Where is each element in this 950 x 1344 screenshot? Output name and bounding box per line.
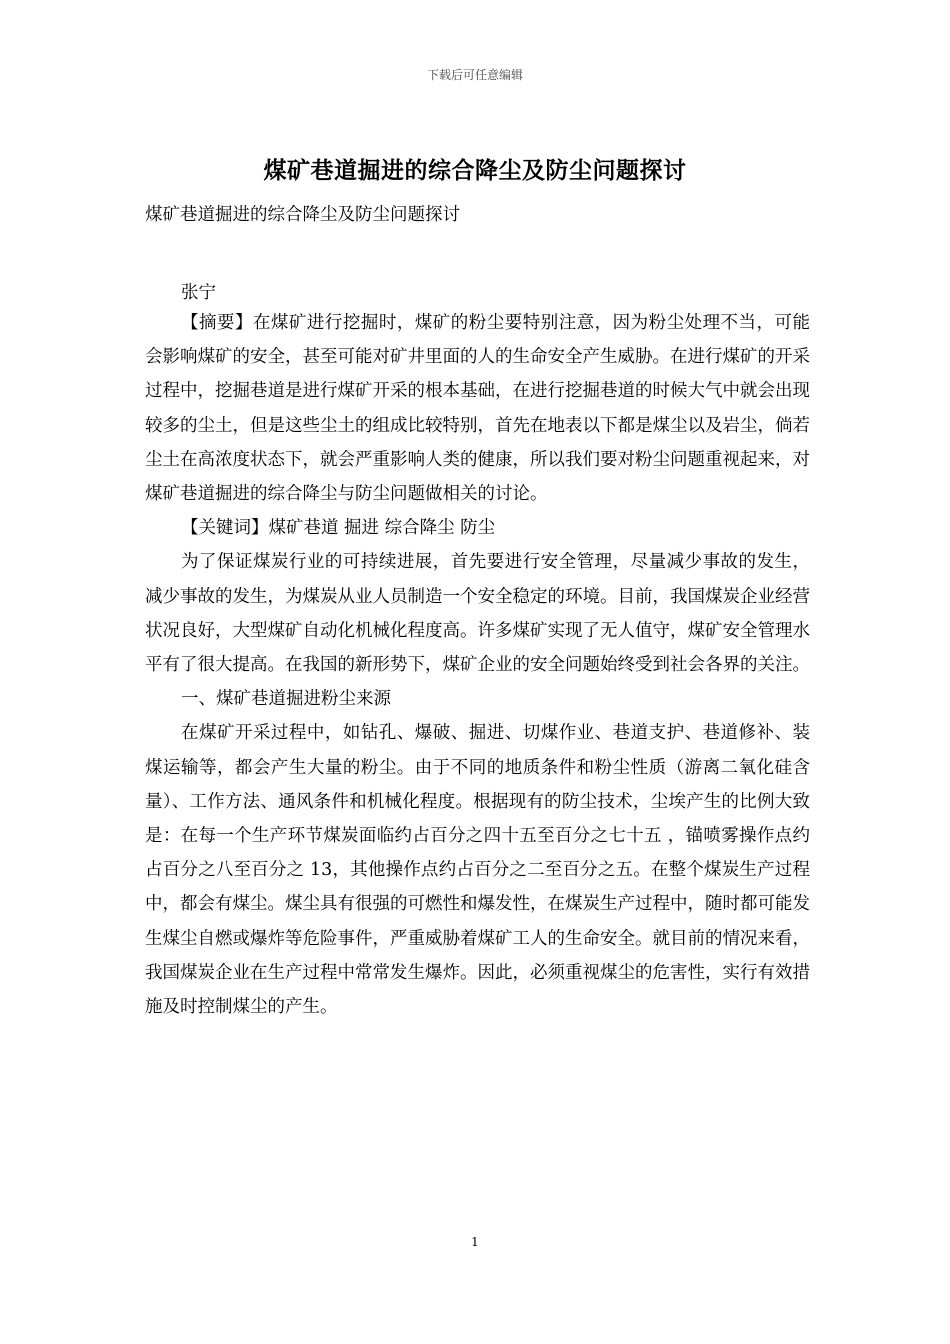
page-header-note: 下载后可任意编辑: [426, 68, 523, 82]
section-paragraph: 在煤矿开采过程中，如钻孔、爆破、掘进、切煤作业、巷道支护、巷道修补、装煤运输等，都会产生大量的粉尘。由于不同的地质条件和粉尘性质（游离二氧化硅含量）、工作方法、通风条件和机械化程度。根据现有的防尘技术，尘埃产生的比例大致是：在每一个生产环节煤炭面临约占百分之四十五至百分之七十五 ，锚喷雾操作点约占百分之八至百分之 13，其他操作点约占百分之二至百分之五。在整个煤炭生产过程中，都会有煤尘。煤尘具有很强的可燃性和爆发性，在煤炭生产过程中，随时都可能发生煤尘自燃或爆炸等危险事件，严重威胁着煤矿工人的生命安全。就目前的情况来看，我国煤炭企业在生产过程中常常发生爆炸。因此，必须重视煤尘的危害性，实行有效措施及时控制煤尘的产生。: [145, 723, 810, 1018]
document-body: [145, 306, 810, 1024]
document-title: 煤矿巷道掘进的综合降尘及防尘问题探讨: [263, 157, 687, 184]
author-name: 张宁: [181, 283, 216, 303]
page-number: 1: [471, 1235, 479, 1249]
section-heading: 一、煤矿巷道掘进粉尘来源: [181, 689, 391, 710]
abstract-paragraph: 【摘要】在煤矿进行挖掘时，煤矿的粉尘要特别注意，因为粉尘处理不当，可能会影响煤矿的安全，甚至可能对矿井里面的人的生命安全产生威胁。在进行煤矿的开采过程中，挖掘巷道是进行煤矿开采的根本基础，在进行挖掘巷道的时候大气中就会出现较多的尘土，但是这些尘土的组成比较特别，首先在地表以下都是煤尘以及岩尘，倘若尘土在高浓度状态下，就会严重影响人类的健康，所以我们要对粉尘问题重视起来，对煤矿巷道掘进的综合降尘与防尘问题做相关的讨论。: [145, 313, 810, 505]
keywords-paragraph: 【关键词】煤矿巷道 掘进 综合降尘 防尘: [181, 518, 496, 539]
document-subtitle: 煤矿巷道掘进的综合降尘及防尘问题探讨: [145, 205, 460, 225]
intro-paragraph: 为了保证煤炭行业的可持续进展，首先要进行安全管理，尽量减少事故的发生，减少事故的发生，为煤炭从业人员制造一个安全稳定的环境。目前，我国煤炭企业经营状况良好，大型煤矿自动化机械化程度高。许多煤矿实现了无人值守，煤矿安全管理水平有了很大提高。在我国的新形势下，煤矿企业的安全问题始终受到社会各界的关注。: [145, 552, 810, 676]
